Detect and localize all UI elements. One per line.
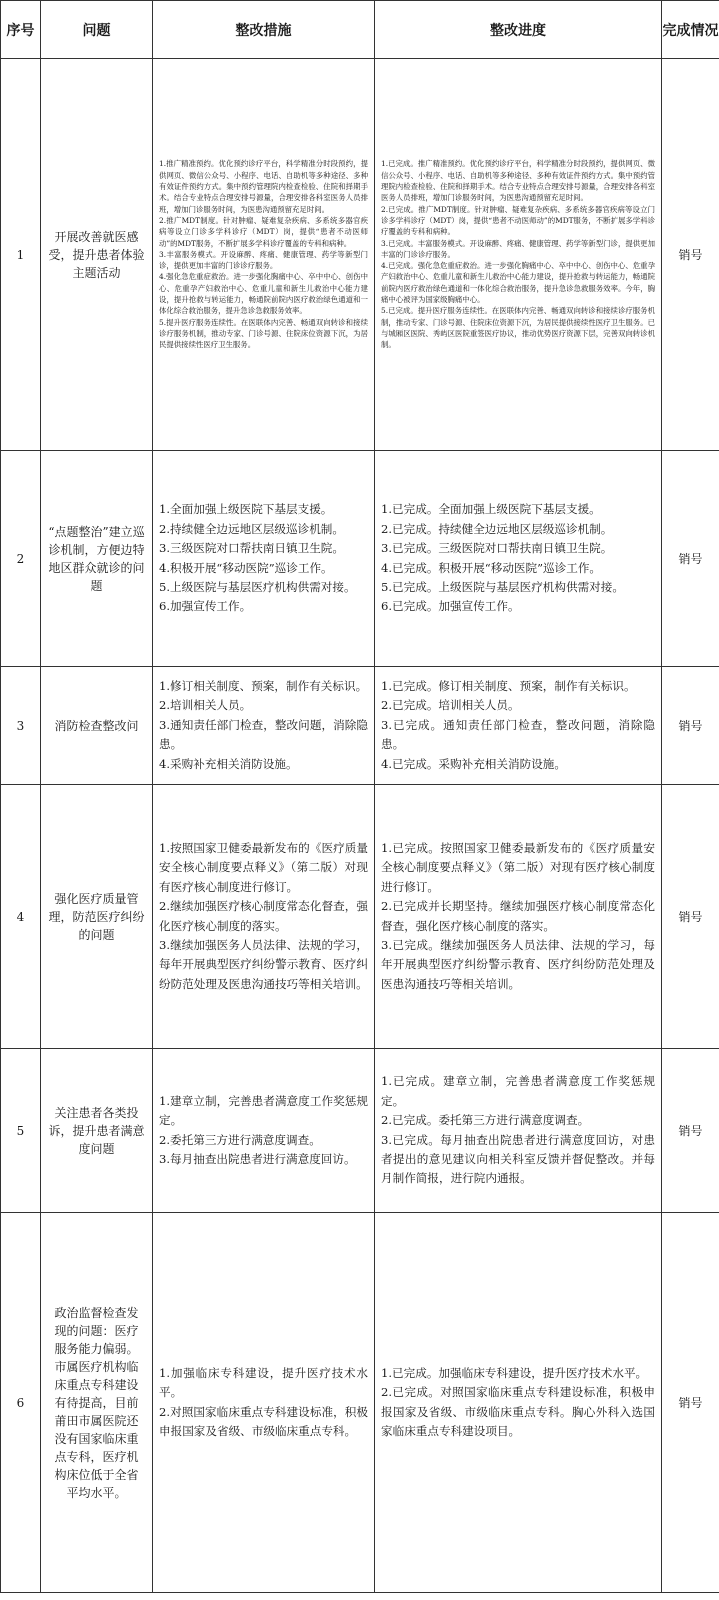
progress-item: 4.已完成。强化急危重症救治。进一步强化胸痛中心、卒中中心、创伤中心、危重孕产妇救治中心、危重儿童和新生儿救治中心能力建设，提升抢救与转运能力，畅通院前院内医疗救治绿色通道和一体化综合救治服务，提升急诊急救服务效率。今年，胸痛中心被评为国家级胸痛中心。 [381,261,655,305]
measures-cell [153,667,375,785]
header-issue: 问题 [41,1,153,59]
issue-cell: 开展改善就医感受，提升患者体验主题活动 [41,59,153,451]
table-row [1,785,719,1049]
status-cell: 销号 [662,1213,719,1593]
progress-item: 2.已完成。对照国家临床重点专科建设标准，积极申报国家及省级、市级临床重点专科。胸心外科入选国家临床重点专科建设项目。 [381,1385,655,1438]
progress-item: 1.已完成。全面加强上级医院下基层支援。 [381,502,601,517]
measures-cell [153,1049,375,1213]
row-number: 5 [1,1049,41,1213]
measure-item: 1.全面加强上级医院下基层支援。 [159,502,333,517]
measure-item: 1.加强临床专科建设，提升医疗技术水平。 [159,1365,368,1400]
status-cell: 销号 [662,785,719,1049]
measure-item: 1.按照国家卫健委最新发布的《医疗质量安全核心制度要点释义》（第二版）对现有医疗核心制度进行修订。 [159,840,368,894]
measure-item: 3.通知责任部门检查，整改问题，消除隐患。 [159,717,368,752]
header-measures: 整改措施 [153,1,375,59]
table-header-row [1,1,719,59]
progress-cell [375,1213,662,1593]
status-cell: 销号 [662,1049,719,1213]
progress-item: 1.已完成。推广精准预约。优化预约诊疗平台，科学精准分时段预约，提供网页、微信公众号、小程序、电话、自助机等多种途径、多种有效证件预约方式。集中预约管理院内检查检验、住院和择期手术。结合专业特点合理安排号源量，合理安排各科室医务人员排班，增加门诊服务时间，为医患沟通预留充足时间。 [381,159,655,203]
measure-item: 2.持续健全边远地区层级巡诊机制。 [159,521,344,536]
status-cell: 销号 [662,667,719,785]
issue-cell: 消防检查整改问 [41,667,153,785]
progress-item: 1.已完成。加强临床专科建设，提升医疗技术水平。 [381,1365,648,1380]
issue-cell: “点题整治”建立巡诊机制，方便边特地区群众就诊的问题 [41,451,153,667]
measure-item: 1.建章立制，完善患者满意度工作奖惩规定。 [159,1093,368,1128]
status-cell: 销号 [662,59,719,451]
progress-item: 3.已完成。继续加强医务人员法律、法规的学习，每年开展典型医疗纠纷警示教育、医疗纠纷防范处理及医患沟通技巧等相关培训。 [381,937,655,991]
progress-item: 4.已完成。采购补充相关消防设施。 [381,756,566,771]
row-number: 1 [1,59,41,451]
measures-cell [153,59,375,451]
issue-cell: 关注患者各类投诉，提升患者满意度问题 [41,1049,153,1213]
measure-item: 2.推广MDT制度。针对肿瘤、疑难复杂疾病、多系统多器官疾病等设立门诊多学科诊疗（MDT）岗，提供“患者不动医师动”的MDT服务，不断扩展多学科诊疗覆盖的专科和病种。 [159,215,368,248]
measures-cell [153,785,375,1049]
measure-item: 2.继续加强医疗核心制度常态化督查，强化医疗核心制度的落实。 [159,899,368,933]
progress-item: 4.已完成。积极开展“移动医院”巡诊工作。 [381,560,602,575]
table-row [1,59,719,451]
header-status: 完成情况 [662,1,719,59]
measure-item: 2.对照国家临床重点专科建设标准，积极申报国家及省级、市级临床重点专科。 [159,1404,368,1438]
table-row [1,667,719,785]
measure-item: 4.采购补充相关消防设施。 [159,756,298,771]
progress-item: 1.已完成。按照国家卫健委最新发布的《医疗质量安全核心制度要点释义》（第二版）对现有医疗核心制度进行修订。 [381,840,655,894]
measure-item: 3.每月抽查出院患者进行满意度回访。 [159,1151,356,1166]
progress-cell [375,785,662,1049]
progress-cell [375,1049,662,1213]
header-progress: 整改进度 [375,1,662,59]
measure-item: 5.提升医疗服务连续性。在医联体内完善、畅通双向转诊和接续诊疗服务机制，推动专家、门诊号源、住院床位资源下沉，为居民提供接续性医疗卫生服务。 [159,317,368,350]
measure-item: 3.三级医院对口帮扶南日镇卫生院。 [159,541,344,556]
progress-cell [375,667,662,785]
progress-item: 3.已完成。每月抽查出院患者进行满意度回访，对患者提出的意见建议向相关科室反馈并督促整改。并每月制作简报，进行院内通报。 [381,1132,655,1186]
progress-cell [375,59,662,451]
progress-cell [375,451,662,667]
measures-cell [153,451,375,667]
table-row [1,1213,719,1593]
progress-item: 2.已完成。推广MDT制度。针对肿瘤、疑难复杂疾病、多系统多器官疾病等设立门诊多学科诊疗（MDT）岗，提供“患者不动医师动”的MDT服务，不断扩展多学科诊疗覆盖的专科和病种。 [381,204,655,237]
measure-item: 2.委托第三方进行满意度调查。 [159,1132,321,1147]
measure-item: 5.上级医院与基层医疗机构供需对接。 [159,579,356,594]
progress-item: 2.已完成。持续健全边远地区层级巡诊机制。 [381,521,613,536]
progress-item: 6.已完成。加强宣传工作。 [381,599,520,614]
measure-item: 4.积极开展“移动医院”巡诊工作。 [159,560,333,575]
table-row [1,1049,719,1213]
measure-item: 3.丰富服务模式。开设麻醉、疼痛、健康管理、药学等新型门诊，提供更加丰富的门诊诊疗服务。 [159,249,368,271]
issue-cell: 强化医疗质量管理，防范医疗纠纷的问题 [41,785,153,1049]
measure-item: 1.推广精准预约。优化预约诊疗平台，科学精准分时段预约，提供网页、微信公众号、小程序、电话、自助机等多种途径、多种有效证件预约方式。集中预约管理院内检查检验、住院和择期手术。结合专业特点合理安排号源量，合理安排各科室医务人员排班，增加门诊服务时间，为医患沟通预留充足时间。 [159,159,368,214]
row-number: 4 [1,785,41,1049]
progress-item: 3.已完成。通知责任部门检查，整改问题，消除隐患。 [381,717,655,752]
measures-cell [153,1213,375,1593]
row-number: 6 [1,1213,41,1593]
table-row [1,451,719,667]
measure-item: 3.继续加强医务人员法律、法规的学习，每年开展典型医疗纠纷警示教育、医疗纠纷防范处理及医患沟通技巧等相关培训。 [159,937,368,991]
progress-item: 5.已完成。上级医院与基层医疗机构供需对接。 [381,579,624,594]
header-no: 序号 [1,1,41,59]
progress-item: 3.已完成。三级医院对口帮扶南日镇卫生院。 [381,541,613,556]
measure-item: 4.强化急危重症救治。进一步强化胸痛中心、卒中中心、创伤中心、危重孕产妇救治中心、危重儿童和新生儿救治中心能力建设，提升抢救与转运能力，畅通院前院内医疗救治绿色通道和一体化综合救治服务，提升急诊急救服务效率。 [159,272,368,316]
measure-item: 2.培训相关人员。 [159,698,252,713]
row-number: 3 [1,667,41,785]
status-cell: 销号 [662,451,719,667]
progress-item: 2.已完成并长期坚持。继续加强医疗核心制度常态化督查，强化医疗核心制度的落实。 [381,899,655,933]
progress-item: 2.已完成。培训相关人员。 [381,698,520,713]
measure-item: 1.修订相关制度、预案，制作有关标识。 [159,678,368,693]
issue-cell: 政治监督检查发现的问题：医疗服务能力偏弱。市属医疗机构临床重点专科建设有待提高，目前莆田市属医院还没有国家临床重点专科，医疗机构床位低于全省平均水平。 [41,1213,153,1593]
measure-item: 6.加强宣传工作。 [159,599,252,614]
progress-item: 1.已完成。修订相关制度、预案，制作有关标识。 [381,678,636,693]
progress-item: 5.已完成。提升医疗服务连续性。在医联体内完善、畅通双向转诊和接续诊疗服务机制，推动专家、门诊号源、住院床位资源下沉，为居民提供接续性医疗卫生服务。已与城厢区医院、秀屿区医院重签医疗协议，推动优势医疗资源下层，完善双向转诊机制。 [381,306,655,350]
row-number: 2 [1,451,41,667]
progress-item: 3.已完成。丰富服务模式。开设麻醉、疼痛、健康管理、药学等新型门诊，提供更加丰富的门诊诊疗服务。 [381,238,655,259]
progress-item: 2.已完成。委托第三方进行满意度调查。 [381,1113,590,1128]
progress-item: 1.已完成。建章立制，完善患者满意度工作奖惩规定。 [381,1074,655,1108]
